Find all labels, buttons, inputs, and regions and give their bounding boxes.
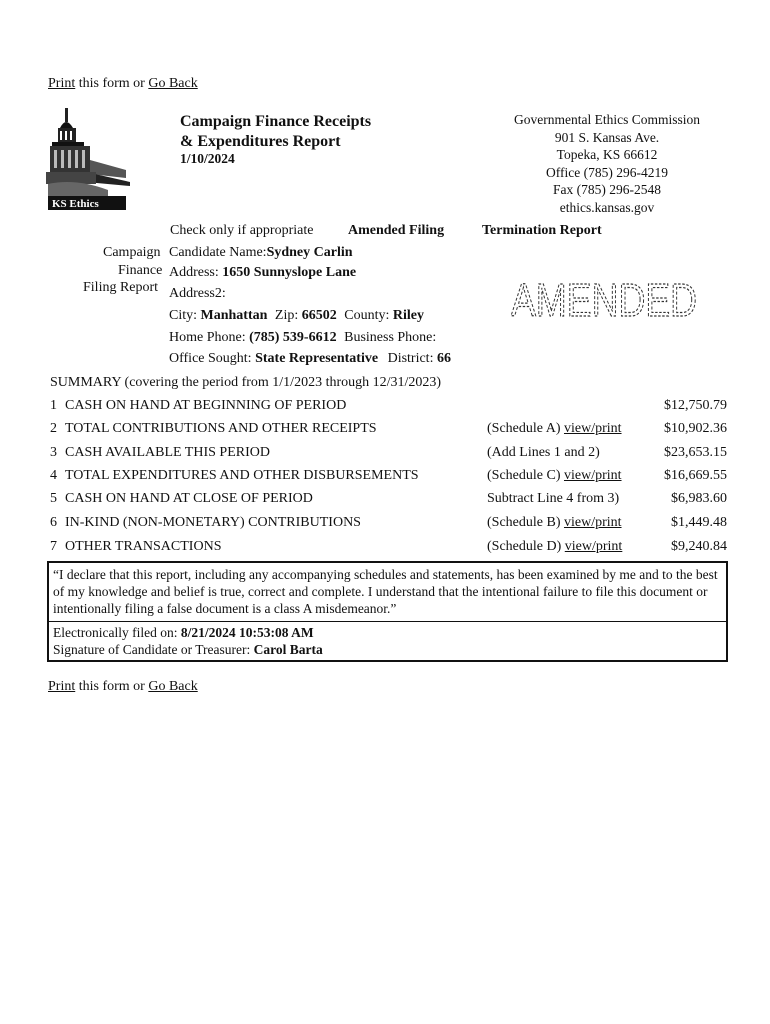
row-schedule: Subtract Line 4 from 3)	[487, 491, 620, 506]
go-back-link[interactable]: Go Back	[148, 76, 198, 91]
address-value: 1650 Sunnyslope Lane	[222, 265, 357, 280]
county-label: County:	[344, 308, 390, 323]
zip-value: 66502	[301, 308, 337, 323]
side-label-finance: Finance	[118, 263, 163, 278]
summary-row	[50, 491, 730, 513]
schedule-a-view-print-link[interactable]: view/print	[563, 421, 622, 436]
zip-label: Zip:	[274, 308, 299, 323]
schedule-c-view-print-link[interactable]: view/print	[563, 468, 622, 483]
row-amount: $23,653.15	[664, 445, 727, 460]
row-number: 6	[50, 515, 57, 530]
summary-row	[50, 445, 730, 467]
row-schedule	[487, 539, 622, 555]
summary-row	[50, 539, 730, 561]
signature-row	[53, 641, 722, 658]
home-phone-value: (785) 539-6612	[249, 330, 337, 345]
row-schedule	[487, 468, 622, 484]
business-phone-label: Business Phone:	[344, 330, 437, 345]
office-row	[169, 351, 451, 367]
candidate-name-label: Candidate Name:	[169, 245, 267, 260]
candidate-name-row	[169, 245, 353, 261]
filed-on-label: Electronically filed on:	[53, 625, 178, 640]
agency-office-phone: Office (785) 296-4219	[546, 164, 668, 180]
svg-text:KS Ethics: KS Ethics	[52, 198, 99, 210]
district-value: 66	[436, 351, 451, 366]
report-date: 1/10/2024	[180, 151, 235, 166]
row-label: CASH AVAILABLE THIS PERIOD	[65, 445, 270, 460]
kansas-capitol-seal-logo	[46, 108, 132, 212]
report-title-line2: & Expenditures Report	[180, 133, 341, 150]
schedule-d-view-print-link[interactable]: view/print	[564, 539, 623, 554]
row-number: 1	[50, 398, 57, 413]
summary-row	[50, 515, 730, 537]
schedule-b-view-print-link[interactable]: view/print	[563, 515, 622, 530]
print-link[interactable]: Print	[48, 76, 76, 91]
go-back-link[interactable]: Go Back	[148, 679, 198, 694]
report-title-line1: Campaign Finance Receipts	[180, 113, 372, 130]
row-label: CASH ON HAND AT BEGINNING OF PERIOD	[65, 398, 347, 413]
district-label: District:	[387, 351, 434, 366]
print-link[interactable]: Print	[48, 679, 76, 694]
summary-row	[50, 398, 730, 420]
row-label: OTHER TRANSACTIONS	[65, 539, 222, 554]
agency-fax: Fax (785) 296-2548	[553, 182, 661, 197]
filed-on-value: 8/21/2024 10:53:08 AM	[180, 625, 314, 640]
side-label-campaign: Campaign	[103, 245, 161, 260]
row-amount: $10,902.36	[664, 421, 727, 436]
amended-filing-flag: Amended Filing	[348, 223, 445, 238]
city-label: City:	[169, 308, 198, 323]
row-label: TOTAL CONTRIBUTIONS AND OTHER RECEIPTS	[65, 421, 377, 436]
row-label: TOTAL EXPENDITURES AND OTHER DISBURSEMENTS	[65, 468, 419, 483]
row-number: 5	[50, 491, 57, 506]
row-amount: $12,750.79	[664, 398, 727, 413]
row-schedule	[487, 515, 622, 531]
row-number: 7	[50, 539, 57, 554]
row-number: 2	[50, 421, 57, 436]
nav-text: this form or	[75, 679, 149, 694]
row-amount: $6,983.60	[671, 491, 727, 506]
agency-info	[497, 111, 717, 216]
city-row	[169, 308, 424, 324]
top-nav	[48, 76, 198, 92]
row-schedule: (Add Lines 1 and 2)	[487, 445, 600, 460]
schedule-label: (Schedule B)	[487, 515, 564, 530]
row-number: 4	[50, 468, 57, 483]
amended-stamp	[506, 270, 702, 330]
declaration-box	[47, 561, 728, 662]
termination-report-flag: Termination Report	[482, 223, 602, 238]
row-schedule	[487, 421, 622, 437]
office-sought-value: State Representative	[255, 351, 379, 366]
schedule-label: (Schedule C)	[487, 468, 564, 483]
signature-label: Signature of Candidate or Treasurer:	[53, 642, 251, 657]
phone-row	[169, 330, 436, 346]
side-label-filing-report: Filing Report	[83, 280, 159, 295]
candidate-name: Sydney Carlin	[266, 245, 353, 260]
schedule-label: (Schedule A)	[487, 421, 564, 436]
filing-info	[49, 622, 726, 660]
signature-value: Carol Barta	[253, 642, 323, 657]
address-row	[169, 265, 356, 281]
county-value: Riley	[392, 308, 424, 323]
amended-stamp-text: AMENDED	[511, 274, 697, 326]
check-label: Check only if appropriate	[170, 223, 314, 238]
agency-website: ethics.kansas.gov	[559, 199, 655, 215]
nav-text: this form or	[75, 76, 149, 91]
schedule-label: (Schedule D)	[487, 539, 565, 554]
home-phone-label: Home Phone:	[169, 330, 246, 345]
address-label: Address:	[169, 265, 219, 280]
address2-label: Address2:	[169, 286, 226, 301]
row-amount: $1,449.48	[671, 515, 727, 530]
row-number: 3	[50, 445, 57, 460]
address2-row	[169, 286, 226, 302]
city-value: Manhattan	[200, 308, 268, 323]
row-label: IN-KIND (NON-MONETARY) CONTRIBUTIONS	[65, 515, 361, 530]
office-sought-label: Office Sought:	[169, 351, 252, 366]
agency-street: 901 S. Kansas Ave.	[554, 129, 660, 145]
row-amount: $9,240.84	[671, 539, 727, 554]
row-amount: $16,669.55	[664, 468, 727, 483]
bottom-nav	[48, 679, 198, 695]
filed-on-row	[53, 624, 722, 641]
declaration-text: “I declare that this report, including any accompanying schedules and statements, has been examined by me and to the best of my knowledge and belief is true, correct and complete. I understand that the intentional failure to file this document or intentionally filing a false document is a class A misdemeanor.”	[49, 563, 726, 622]
row-label: CASH ON HAND AT CLOSE OF PERIOD	[65, 491, 313, 506]
summary-row	[50, 421, 730, 443]
agency-name: Governmental Ethics Commission	[514, 112, 700, 127]
agency-city: Topeka, KS 66612	[556, 147, 658, 162]
summary-heading: SUMMARY (covering the period from 1/1/2023 through 12/31/2023)	[50, 375, 442, 390]
summary-row	[50, 468, 730, 490]
